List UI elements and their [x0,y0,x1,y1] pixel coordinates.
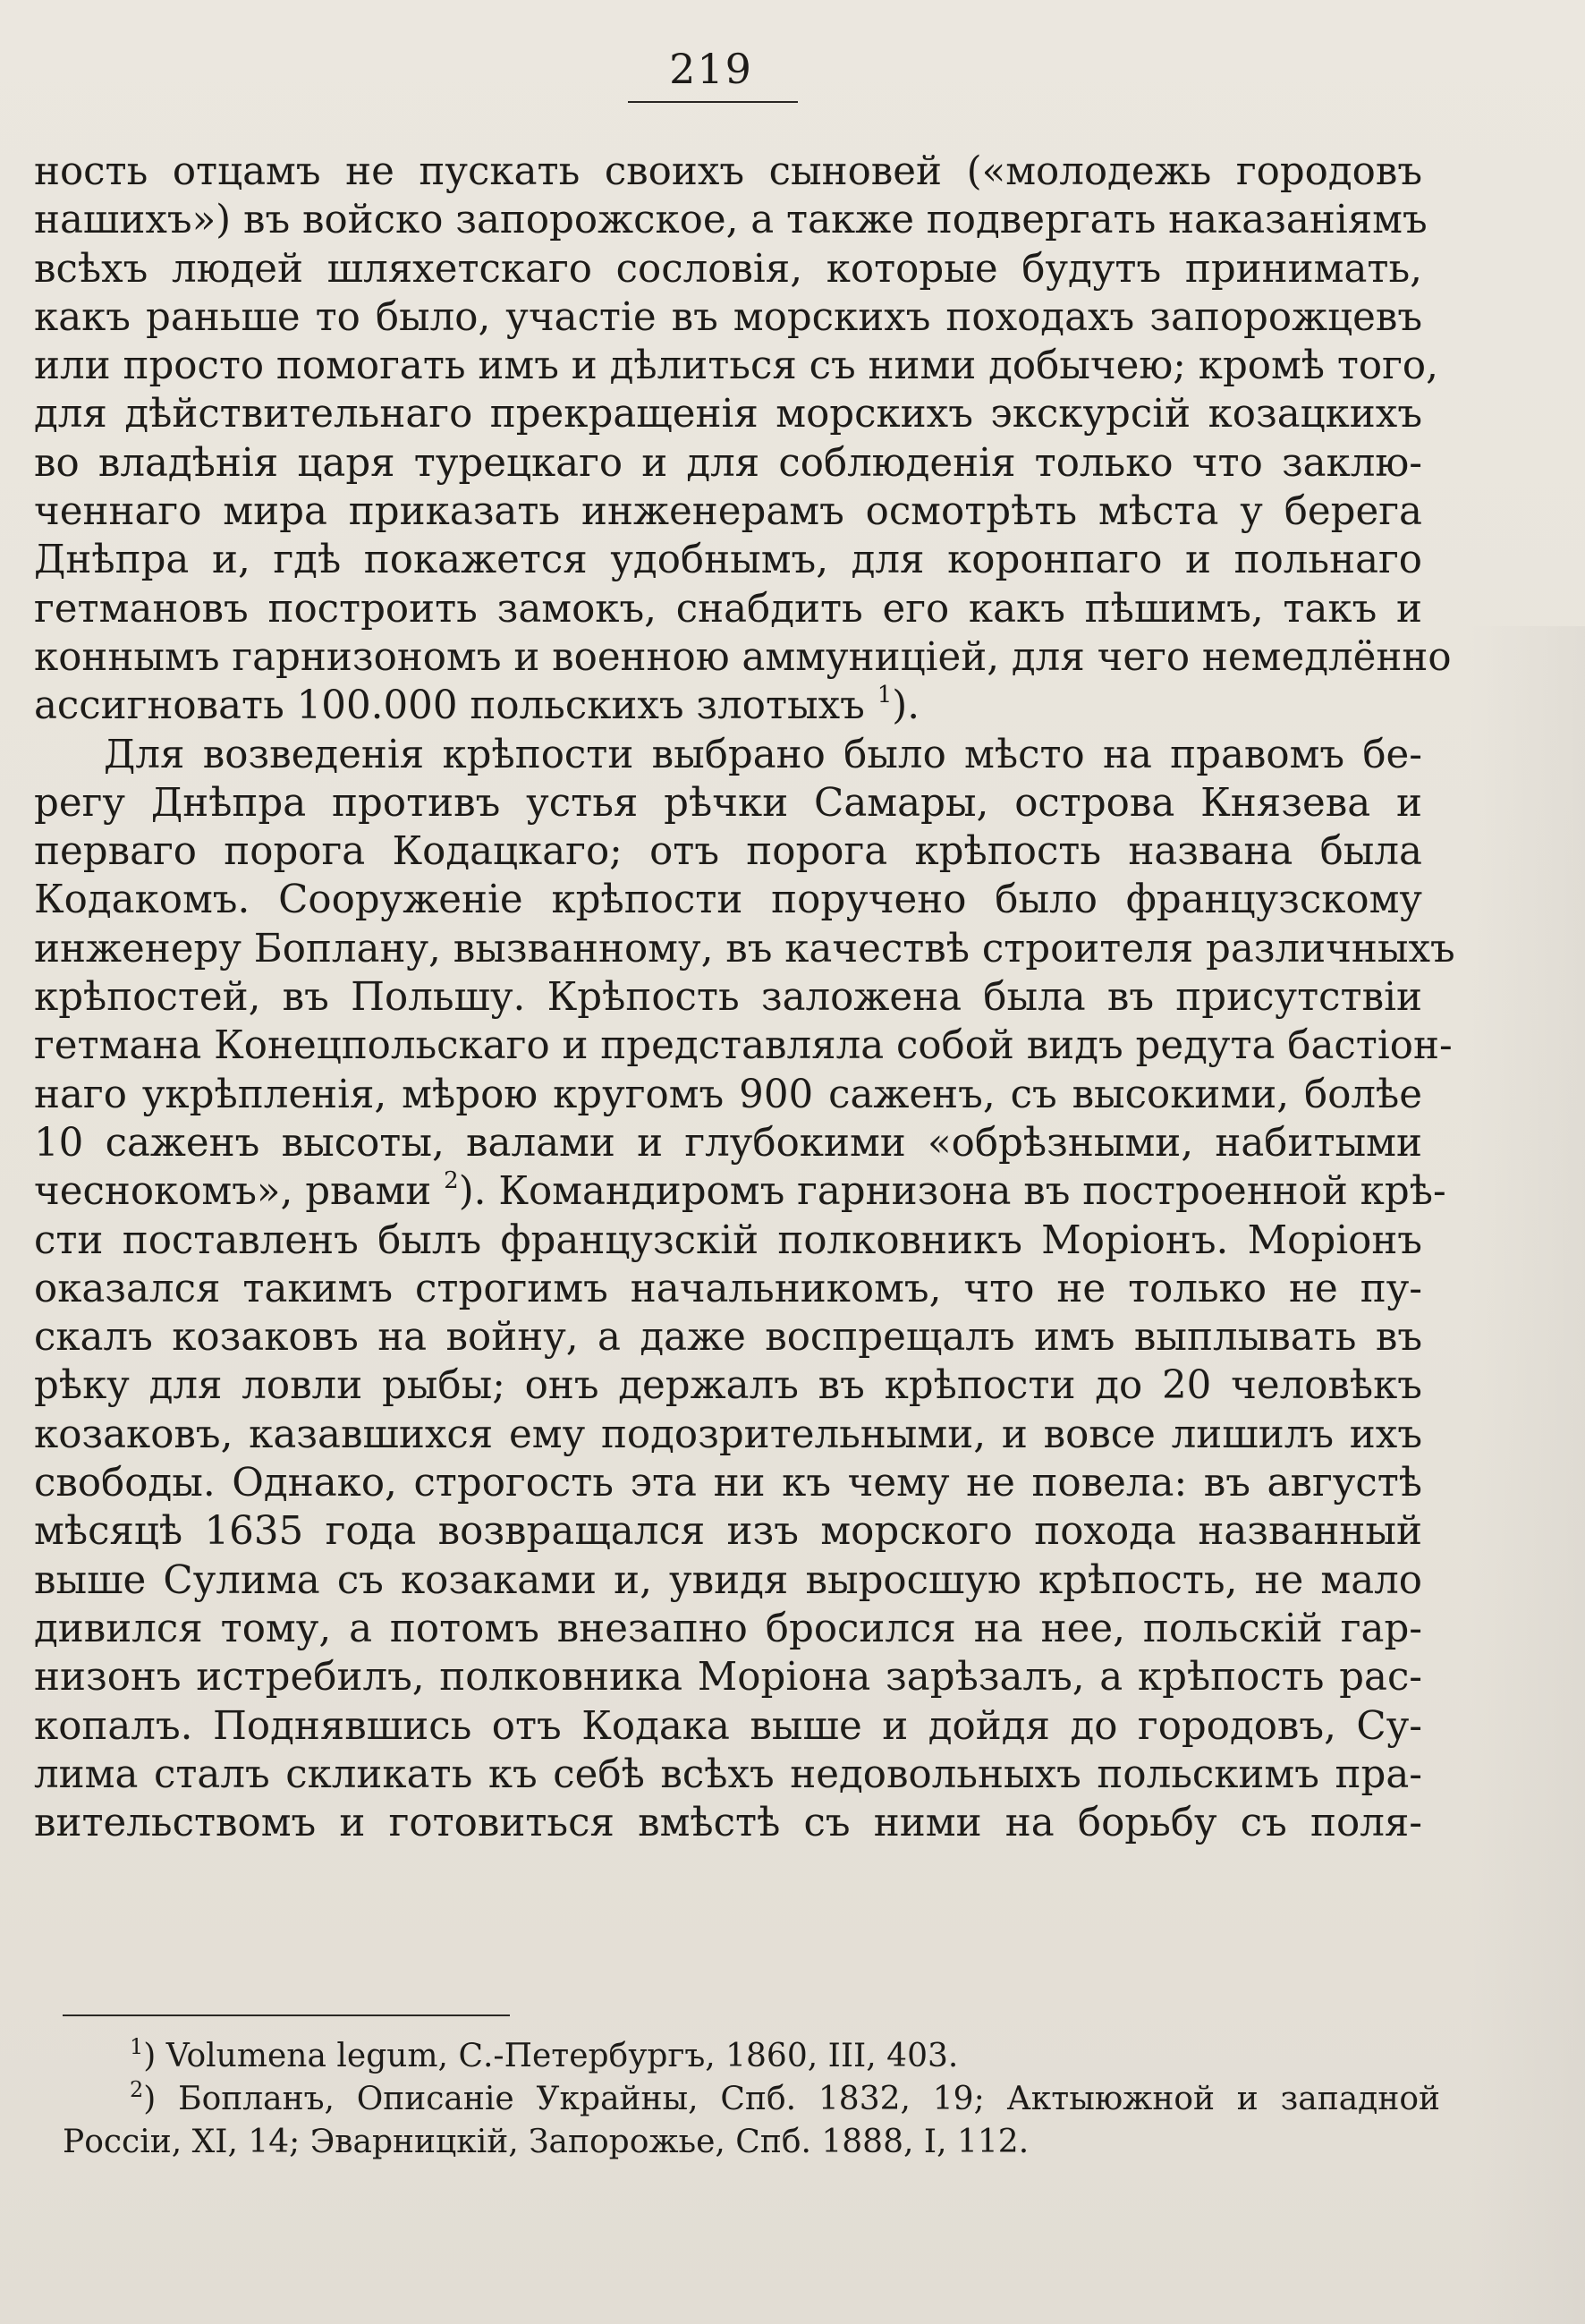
footnote-1 [63,2035,1440,2078]
text-line: Днѣпра и, гдѣ покажется удобнымъ, для коронпаго и польнаго [34,538,1422,583]
text-line: всѣхъ людей шляхетскаго сословія, которые будутъ принимать, [34,246,1422,292]
text-line: инженеру Боплану, вызванному, въ качествѣ строителя различныхъ [34,926,1455,971]
footnote-separator [63,2014,510,2016]
footnote-text: Россіи, XI, 14; Эварницкій, Запорожье, Спб. 1888, I, 112. [63,2124,1030,2160]
text-line: нашихъ») въ войско запорожское, а также подвергать наказаніямъ [34,198,1428,243]
text-line: во владѣнія царя турецкаго и для соблюденія только что заклю- [34,440,1422,486]
text-line: копалъ. Поднявшись отъ Кодака выше и дойдя до городовъ, Су- [34,1703,1422,1749]
text-fragment: чеснокомъ», рвами [34,1169,432,1215]
text-fragment: ). [892,683,920,729]
text-line: 10 саженъ высоты, валами и глубокими «обрѣзными, набитыми [34,1120,1422,1166]
text-line: лима сталъ скликать къ себѣ всѣхъ недовольныхъ польскимъ пра- [34,1751,1422,1797]
text-line: козаковъ, казавшихся ему подозрительными, и вовсе лишилъ ихъ [34,1412,1422,1457]
text-line: дивился тому, а потомъ внезапно бросился на нее, польскій гар- [34,1606,1422,1651]
text-fragment: ассигновать 100.000 польскихъ злотыхъ [34,683,865,729]
text-line-last [34,682,1422,730]
text-line: для дѣйствительнаго прекращенія морскихъ экскурсій козацкихъ [34,392,1422,437]
text-line-with-ref [34,1167,1446,1216]
text-line: сти поставленъ былъ французскій полковникъ Моріонъ. Моріонъ [34,1217,1422,1263]
text-line: регу Днѣпра противъ устья рѣчки Самары, острова Князева и [34,780,1422,826]
text-line: наго укрѣпленія, мѣрою кругомъ 900 саженъ, съ высокими, болѣе [34,1072,1422,1117]
text-line: свободы. Однако, строгость эта ни къ чему не повела: въ августѣ [34,1461,1422,1506]
text-line: ность отцамъ не пускать своихъ сыновей («молодежь городовъ [34,149,1422,194]
text-line: какъ раньше то было, участіе въ морскихъ походахъ запорожцевъ [34,294,1422,340]
footnote-mark: 1 [130,2034,144,2059]
footnote-text: ) Бопланъ, Описаніе Украйны, Спб. 1832, 19; Актыюжной и западной [143,2081,1440,2117]
footnote-2-continued [63,2121,1440,2164]
footnote-mark: 2 [130,2077,144,2102]
footnote-2 [63,2078,1440,2121]
text-line: перваго порога Кодацкаго; отъ порога крѣпость названа была [34,829,1422,875]
footnote-ref-2: 2 [444,1167,459,1195]
text-line: оказался такимъ строгимъ начальникомъ, что не только не пу- [34,1266,1422,1311]
text-line: коннымъ гарнизономъ и военною аммуниціей, для чего немедлённо [34,634,1452,680]
footnote-text: ) Volumena legum, С.-Петербургъ, 1860, III, 403. [143,2038,959,2074]
page-number: 219 [669,45,753,93]
text-line: мѣсяцѣ 1635 года возвращался изъ морского похода названный [34,1509,1422,1555]
text-line: Кодакомъ. Сооруженіе крѣпости поручено было французскому [34,878,1422,923]
text-line: крѣпостей, въ Польшу. Крѣпость заложена была въ присутствіи [34,975,1422,1021]
text-line: ченнаго мира приказать инженерамъ осмотрѣть мѣста у берега [34,489,1422,535]
text-line: выше Сулима съ козаками и, увидя выросшую крѣпость, не мало [34,1557,1422,1603]
text-line: скалъ козаковъ на войну, а даже воспрещалъ имъ выплывать въ [34,1315,1422,1361]
page-number-rule [628,101,798,103]
text-line: гетмана Конецпольскаго и представляла собой видъ редута бастіон- [34,1023,1453,1069]
text-line: вительствомъ и готовиться вмѣстѣ съ ними на борьбу съ поля- [34,1801,1422,1846]
footnotes [63,2035,1440,2164]
text-line: низонъ истребилъ, полковника Моріона зарѣзалъ, а крѣпость рас- [34,1655,1422,1701]
main-text [34,148,1455,1847]
paper-shading [1469,626,1585,2324]
text-line: или просто помогать имъ и дѣлиться съ ними добычею; кромѣ того, [34,344,1438,389]
text-line: рѣку для ловли рыбы; онъ держалъ въ крѣпости до 20 человѣкъ [34,1363,1422,1409]
text-line: Для возведенія крѣпости выбрано было мѣсто на правомъ бе- [104,732,1422,777]
footnote-ref-1: 1 [877,682,893,709]
text-fragment: ). Командиромъ гарнизона въ построенной крѣ- [458,1169,1446,1215]
text-line: гетмановъ построить замокъ, снабдить его какъ пѣшимъ, такъ и [34,586,1422,632]
